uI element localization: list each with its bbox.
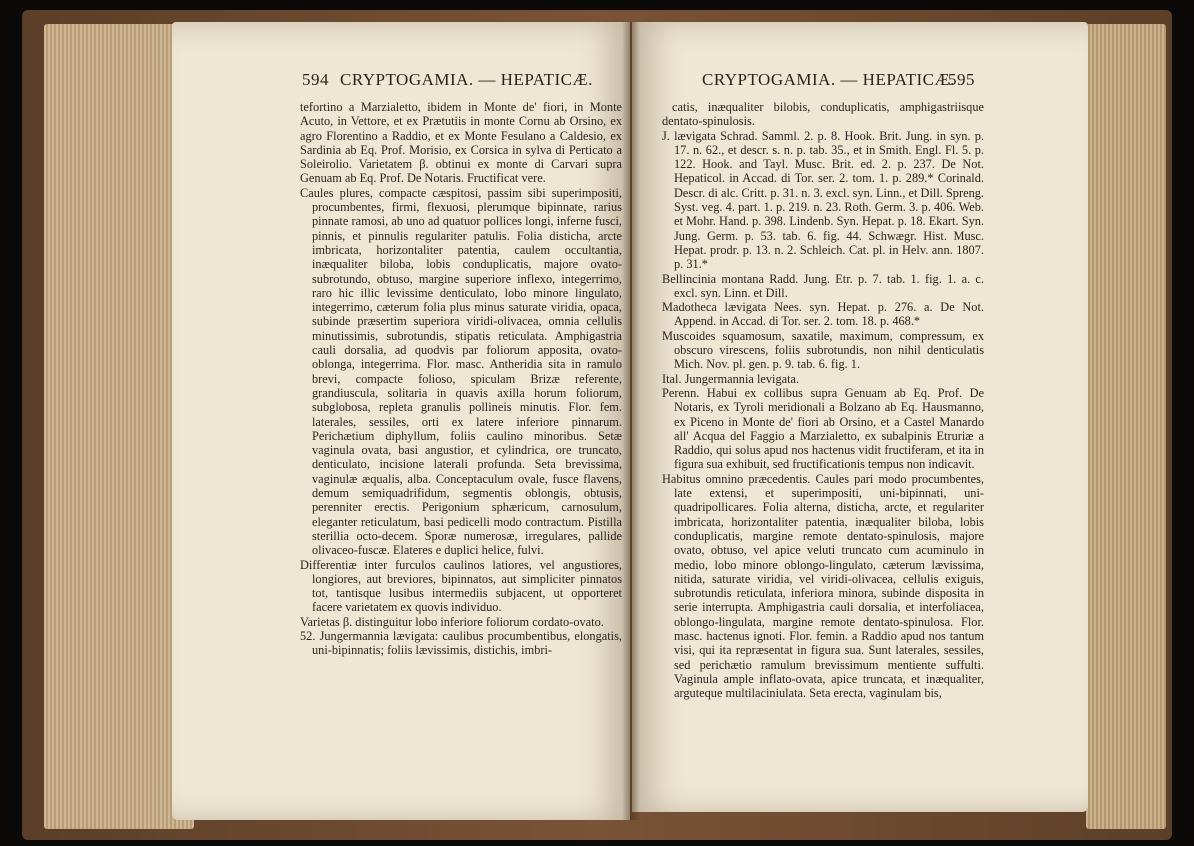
right-page bbox=[632, 22, 1088, 812]
right-running-head: CRYPTOGAMIA. — HEPATICÆ. bbox=[702, 70, 955, 89]
left-page-number: 594 bbox=[302, 70, 329, 89]
right-page-header bbox=[632, 70, 1088, 92]
left-page-header bbox=[172, 70, 630, 92]
right-page-text bbox=[662, 100, 984, 700]
right-paragraph-1: catis, inæqualiter bilobis, conduplicatis, amphigastriisque dentato-spinulosis. bbox=[662, 100, 984, 129]
right-paragraph-5: Muscoides squamosum, saxatile, maximum, compressum, ex obscuro virescens, foliis subrotundis, non nihil denticulatis Mich. Nov. pl. gen. p. 9. tab. 6. fig. 1. bbox=[662, 328, 984, 372]
right-page-number: 595 bbox=[948, 70, 975, 89]
left-paragraph-5: 52. Jungermannia lævigata: caulibus procumbentibus, elongatis, uni-bipinnatis; foliis lævissimis, distichis, imbri- bbox=[300, 628, 622, 658]
right-page-edges bbox=[1086, 24, 1166, 829]
right-paragraph-4: Madotheca lævigata Nees. syn. Hepat. p. 276. a. De Not. Append. in Accad. di Tor. ser. 2. tom. 18. p. 468.* bbox=[662, 300, 984, 329]
left-page-text bbox=[300, 100, 622, 658]
left-page bbox=[172, 22, 630, 820]
book-gutter bbox=[622, 22, 640, 820]
right-paragraph-2: J. lævigata Schrad. Samml. 2. p. 8. Hook. Brit. Jung. in syn. p. 17. n. 62., et descr. s. n. p. tab. 35., et in Smith. Engl. Fl. 5. p. 122. Hook. and Tayl. Musc. Brit. ed. 2. p. 237. De Not. Hepaticol. in Accad. di Tor. ser. 2. tom. 1. p. 289.* Corinald. Descr. di alc. Critt. p. 31. n. 3. excl. syn. Linn., et Dill. Spreng. Syst. veg. 4. part. 1. p. 219. n. 23. Roth. Germ. 3. p. 406. Web. et Mohr. Hand. p. 398. Lindenb. Syn. Hepat. p. 18. Ekart. Syn. Jung. Germ. p. 53. tab. 6. fig. 44. Schwægr. Hist. Musc. Hepat. prodr. p. 13. n. 2. Schleich. Cat. pl. in Helv. ann. 1807. p. 31.* bbox=[662, 128, 984, 272]
open-book bbox=[22, 10, 1172, 840]
right-paragraph-6: Ital. Jungermannia levigata. bbox=[662, 371, 800, 386]
left-paragraph-2: Caules plures, compacte cæspitosi, passim sibi superimpositi, procumbentes, firmi, flexuosi, plerumque bipinnate, rarius pinnate ramosi, ab uno ad quatuor pollices longi, inferne fusci, pinnis, et pinnulis regulariter patulis. Folia disticha, arcte imbricata, horizontaliter patentia, caulem occultantia, inæqualiter biloba, lobis conduplicatis, majore ovato-subrotundo, obtuso, margine superiore inflexo, integerrimo, raro hic illic levissime denticulato, lobo minore lingulato, integerrimo, cæterum folia plus minus saturate viridia, opaca, subinde præsertim superiora viridi-olivacea, omnia cellulis minutissimis, subrotundis, stipatis reticulata. Amphigastria cauli dorsalia, ad quodvis par foliorum apposita, ovato-oblonga, integerrima. Flor. masc. Antheridia sita in ramulo brevi, compacte folioso, spiculam Brizæ referente, grandiuscula, solitaria in quavis axilla horum foliorum, subglobosa, repleta granulis pollineis minutis. Flor. fem. laterales, sessiles, orti ex latere inferiore pinnarum. Perichætium diphyllum, foliis caulino minoribus. Setæ vaginula ovata, basi angustior, et cylindrica, ore truncato, denticulato, incisione laterali profunda. Seta brevissima, vaginulæ æqualis, alba. Conceptaculum ovale, fusce flavens, demum semiquadrifidum, segmentis oblongis, obtusis, perenniter erectis. Perigonium sphæricum, carnosulum, eleganter reticulatum, basi pedicelli modo contractum. Pistilla sterillia octo-decem. Sporæ numerosæ, irregulares, pallide olivaceo-fuscæ. Elateres e duplici helice, fulvi. bbox=[300, 185, 622, 558]
left-paragraph-1: tefortino a Marzialetto, ibidem in Monte de' fiori, in Monte Acuto, in Vettore, et ex Prætutiis in monte Cornu ab Orsino, ex agro Florentino a Raddio, et ex Monte Fesulano a Caldesio, ex Sardinia ab Eq. Prof. Morisio, ex Corsica in sylva di Perticato a Soleirolio. Varietatem β. obtinui ex monte di Carvari supra Genuam ab Eq. Prof. De Notaris. Fructificat vere. bbox=[300, 100, 622, 186]
left-running-head: CRYPTOGAMIA. — HEPATICÆ. bbox=[340, 70, 593, 89]
right-paragraph-3: Bellincinia montana Radd. Jung. Etr. p. 7. tab. 1. fig. 1. a. c. excl. syn. Linn. et Dill. bbox=[662, 271, 984, 300]
right-paragraph-8: Habitus omnino præcedentis. Caules pari modo procumbentes, late extensi, et superimpositi, uni-bipinnati, uni-quadripollicares. Folia alterna, disticha, arcte, et regulariter imbricata, horizontaliter patentia, inæqualiter biloba, lobis conduplicatis, margine remote dentato-spinulosis, majore ovato, obtuso, vel apice veluti truncato cum acuminulo in medio, lobo minore oblongo-lingulato, cæterum lævissima, nitida, saturate viridia, vel viridi-olivacea, cellulis exiguis, subrotundis reticulata, inferiora minora, subinde disposita in serie interrupta. Amphigastria cauli dorsalia, et interfoliacea, oblongo-lingulata, margine remote dentato-spinulosa. Flor. masc. hactenus ignoti. Flor. femin. a Raddio apud nos tantum visi, qui ita repræsentat in figura sua. Sunt laterales, sessiles, sed perichætio ramulum brevissimum mentiente suffulti. Vaginula ample inflato-ovata, apice truncata, et inæqualiter, arguteque multilaciniulata. Seta erecta, vaginulam bis, bbox=[662, 471, 984, 701]
left-paragraph-4: Varietas β. distinguitur lobo inferiore foliorum cordato-ovato. bbox=[300, 614, 604, 629]
right-paragraph-7: Perenn. Habui ex collibus supra Genuam ab Eq. Prof. De Notaris, ex Tyroli meridionali a Bolzano ab Eq. Hausmanno, ex Piceno in Monte de' fiori ab Orsino, et a Castel Manardo all' Acqua del Faggio a Marzialetto, ex subalpinis Etruriæ a Raddio, qui solus apud nos hactenus vidit fructiferam, et ita in figura sua exhibuit, sed fructificationis tempus non indicavit. bbox=[662, 385, 984, 472]
left-paragraph-3: Differentiæ inter furculos caulinos latiores, vel angustiores, longiores, aut breviores, bipinnatos, aut simpliciter pinnatos tot, tantisque lusibus intermediis subjacent, ut opporteret facere varietatem ex quovis individuo. bbox=[300, 557, 622, 615]
